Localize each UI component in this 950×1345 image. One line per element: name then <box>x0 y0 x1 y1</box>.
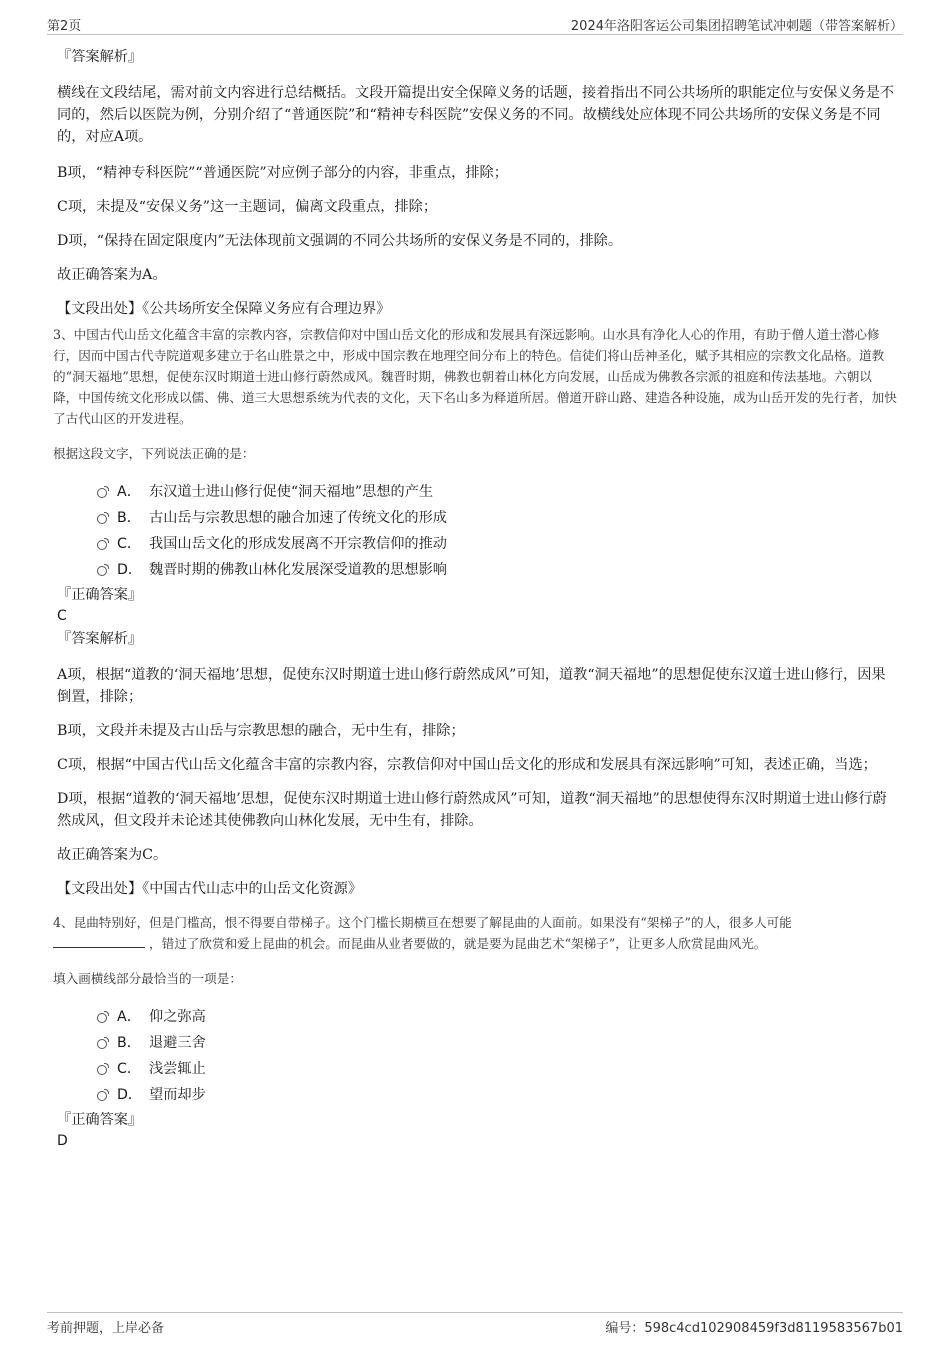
option-key: B． <box>117 510 141 526</box>
page-content <box>53 46 897 1151</box>
option-key: B． <box>117 1035 141 1051</box>
option-d[interactable] <box>97 556 897 582</box>
analysis-conclusion: 故正确答案为C。 <box>57 847 168 863</box>
correct-answer-label: 『正确答案』 <box>57 1112 143 1128</box>
radio-icon[interactable] <box>97 1065 107 1075</box>
analysis-label: 『答案解析』 <box>57 631 143 647</box>
analysis-paragraph: 横线在文段结尾，需对前文内容进行总结概括。文段开篇提出安全保障义务的话题，接着指出不同公共场所的职能定位与安保义务是不同的，然后以医院为例，分别介绍了“普通医院”和“精神专科医院”安保义务的不同。故横线处应体现不同公共场所的安保义务是不同的，对应A项。 <box>57 85 895 145</box>
analysis-option-d: D项，“保持在固定限度内”无法体现前文强调的不同公共场所的安保义务是不同的，排除。 <box>57 233 623 249</box>
radio-icon[interactable] <box>97 540 107 550</box>
page-footer <box>47 1312 903 1335</box>
question-3-prompt: 根据这段文字，下列说法正确的是： <box>53 446 255 461</box>
option-text: 东汉道士进山修行促使“洞天福地”思想的产生 <box>149 484 434 500</box>
analysis-label: 『答案解析』 <box>57 49 143 65</box>
document-id: 编号：598c4cd102908459f3d8119583567b01 <box>605 1321 903 1336</box>
question-4-stem-part2: ，错过了欣赏和爱上昆曲的机会。而昆曲从业者要做的，就是要为昆曲艺术“架梯子”，让更多人欣赏昆曲风光。 <box>149 936 767 951</box>
radio-icon[interactable] <box>97 1039 107 1049</box>
option-text: 古山岳与宗教思想的融合加速了传统文化的形成 <box>149 510 447 526</box>
question-3-options <box>97 478 897 582</box>
option-a[interactable] <box>97 1003 897 1029</box>
footer-slogan: 考前押题，上岸必备 <box>47 1321 165 1336</box>
question-4-prompt: 填入画横线部分最恰当的一项是： <box>53 971 242 986</box>
analysis-option-a: A项，根据“道教的‘洞天福地’思想，促使东汉时期道士进山修行蔚然成风”可知，道教“洞天福地”的思想促使东汉道士进山修行，因果倒置，排除； <box>57 667 886 705</box>
analysis-option-c: C项，未提及“安保义务”这一主题词，偏离文段重点，排除； <box>57 199 438 215</box>
correct-answer-label: 『正确答案』 <box>57 587 143 603</box>
question-4-stem <box>53 912 897 954</box>
analysis-option-c: C项，根据“中国古代山岳文化蕴含丰富的宗教内容，宗教信仰对中国山岳文化的形成和发展具有深远影响”可知，表述正确，当选； <box>57 757 877 773</box>
radio-icon[interactable] <box>97 514 107 524</box>
option-key: C． <box>117 1061 142 1077</box>
question-4-options <box>97 1003 897 1107</box>
question-3-stem: 3、中国古代山岳文化蕴含丰富的宗教内容，宗教信仰对中国山岳文化的形成和发展具有深远影响。山水具有净化人心的作用，有助于僧人道士潜心修行，因而中国古代寺院道观多建立于名山胜景之中，形成中国宗教在地理空间分布上的特色。信徒们将山岳神圣化，赋予其相应的宗教文化品格。道教的“洞天福地”思想，促使东汉时期道士进山修行蔚然成风。魏晋时期，佛教也朝着山林化方向发展，山岳成为佛教各宗派的祖庭和传法基地。六朝以降，中国传统文化形成以儒、佛、道三大思想系统为代表的文化，天下名山多为释道所居。僧道开辟山路、建造各种设施，成为山岳开发的先行者，加快了古代山区的开发进程。 <box>53 327 897 426</box>
option-text: 仰之弥高 <box>149 1009 206 1025</box>
option-d[interactable] <box>97 1081 897 1107</box>
option-key: A． <box>117 1009 141 1025</box>
option-key: D． <box>117 1087 143 1103</box>
option-a[interactable] <box>97 478 897 504</box>
page-header <box>47 12 903 35</box>
analysis-option-d: D项，根据“道教的‘洞天福地’思想，促使东汉时期道士进山修行蔚然成风”可知，道教“洞天福地”的思想使得东汉时期道士进山修行蔚然成风，但文段并未论述其使佛教向山林化发展，无中生有，排除。 <box>57 791 887 829</box>
option-b[interactable] <box>97 504 897 530</box>
source-citation: 【文段出处】《中国古代山志中的山岳文化资源》 <box>57 881 363 897</box>
option-key: C． <box>117 536 142 552</box>
option-text: 退避三舍 <box>149 1035 206 1051</box>
document-title: 2024年洛阳客运公司集团招聘笔试冲刺题（带答案解析） <box>570 19 903 34</box>
radio-icon[interactable] <box>97 1091 107 1101</box>
radio-icon[interactable] <box>97 1013 107 1023</box>
option-key: A． <box>117 484 141 500</box>
page-number: 第2页 <box>47 19 82 34</box>
analysis-option-b: B项，文段并未提及古山岳与宗教思想的融合，无中生有，排除； <box>57 723 465 739</box>
option-text: 魏晋时期的佛教山林化发展深受道教的思想影响 <box>149 562 447 578</box>
radio-icon[interactable] <box>97 566 107 576</box>
analysis-conclusion: 故正确答案为A。 <box>57 267 167 283</box>
radio-icon[interactable] <box>97 488 107 498</box>
option-text: 浅尝辄止 <box>149 1061 206 1077</box>
option-c[interactable] <box>97 1055 897 1081</box>
question-4-stem-part1: 4、昆曲特别好，但是门槛高，恨不得要自带梯子。这个门槛长期横亘在想要了解昆曲的人面前。如果没有“架梯子”的人，很多人可能 <box>53 915 792 930</box>
correct-answer: D <box>57 1133 68 1149</box>
correct-answer: C <box>57 608 67 624</box>
option-c[interactable] <box>97 530 897 556</box>
fill-blank <box>53 933 145 948</box>
source-citation: 【文段出处】《公共场所安全保障义务应有合理边界》 <box>57 301 391 317</box>
option-text: 我国山岳文化的形成发展离不开宗教信仰的推动 <box>149 536 447 552</box>
option-b[interactable] <box>97 1029 897 1055</box>
option-text: 望而却步 <box>149 1087 206 1103</box>
analysis-option-b: B项，“精神专科医院”“普通医院”对应例子部分的内容，非重点，排除； <box>57 165 508 181</box>
option-key: D． <box>117 562 143 578</box>
